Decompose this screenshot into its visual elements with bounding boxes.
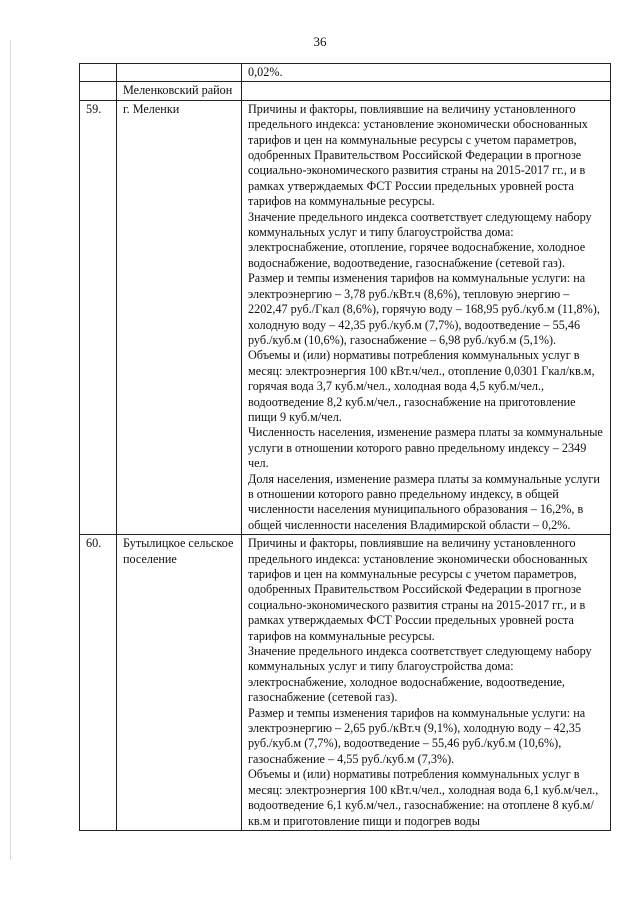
table-row — [80, 100, 611, 534]
description-paragraph: Численность населения, изменение размера платы за коммунальные услуги в отношении которого равно предельному индексу – 2349 чел. — [248, 425, 603, 471]
tariff-table — [79, 63, 611, 831]
row-number: 60. — [80, 535, 117, 831]
municipality-name: Бутылицкое сельское поселение — [117, 535, 242, 831]
scan-edge-line — [10, 40, 11, 860]
description-paragraph: Причины и факторы, повлиявшие на величину установленного предельного индекса: установление экономически обоснованных тарифов и цен на коммунальные ресурсы с учетом параметров, одобренных Правительством Российской Федерации в прогнозе социально-экономического развития страны на 2015-2017 гг., и в рамках утверждаемых ФСТ России предельных уровней роста тарифов на коммунальные ресурсы. — [248, 536, 588, 643]
description-paragraph: Объемы и (или) нормативы потребления коммунальных услуг в месяц: электроэнергия 100 кВт.ч/чел., холодная вода 6,1 куб.м/чел., водоотведение 6,1 куб.м/чел., газоснабжение: на отоплене 8 куб.м/кв.м и приготовление пищи и подогрев воды — [248, 767, 599, 828]
row-number — [80, 64, 117, 82]
description-cell — [242, 64, 611, 82]
table-row — [80, 535, 611, 831]
description-paragraph: 0,02%. — [248, 65, 283, 79]
municipality-name: г. Меленки — [117, 100, 242, 534]
description-cell — [242, 100, 611, 534]
description-cell — [242, 535, 611, 831]
description-paragraph: Размер и темпы изменения тарифов на коммунальные услуги: на электроэнергию – 3,78 руб./кВт.ч (8,6%), тепловую энергию – 2202,47 руб./Гкал (8,6%), горячую воду – 168,95 руб./куб.м (11,8%), холодную воду – 42,35 руб./куб.м (7,7%), водоотведение – 55,46 руб./куб.м (10,6%), газоснабжение – 6,98 руб./куб.м (5,1%). — [248, 271, 600, 347]
description-paragraph: Размер и темпы изменения тарифов на коммунальные услуги: на электроэнергию – 2,65 руб./кВт.ч (9,1%), холодную воду – 42,35 руб./куб.м (7,7%), водоотведение – 55,46 руб./куб.м (10,6%), газоснабжение – 4,55 руб./куб.м (7,3%). — [248, 705, 586, 766]
row-number — [80, 82, 117, 100]
row-number: 59. — [80, 100, 117, 534]
municipality-name — [117, 64, 242, 82]
description-paragraph: Значение предельного индекса соответствует следующему набору коммунальных услуг и типу благоустройства дома: электроснабжение, отопление, горячее водоснабжение, холодное водоснабжение, водоотведение, газоснабжение (сетевой газ). — [248, 209, 592, 270]
description-paragraph: Доля населения, изменение размера платы за коммунальные услуги в отношении которого равно предельному индексу, в общей численности населения муниципального образования – 16,2%, в общей численности населения Владимирской области – 0,2%. — [248, 471, 600, 532]
table-row — [80, 64, 611, 82]
table-row — [80, 82, 611, 100]
description-cell — [242, 82, 611, 100]
description-paragraph: Причины и факторы, повлиявшие на величину установленного предельного индекса: установление экономически обоснованных тарифов и цен на коммунальные ресурсы с учетом параметров, одобренных Правительством Российской Федерации в прогнозе социально-экономического развития страны на 2015-2017 гг., и в рамках утверждаемых ФСТ России предельных уровней роста тарифов на коммунальные ресурсы. — [248, 101, 588, 209]
district-name: Меленковский район — [117, 82, 242, 100]
description-paragraph: Объемы и (или) нормативы потребления коммунальных услуг в месяц: электроэнергия 100 кВт.ч/чел., отопление 0,0301 Гкал/кв.м, горячая вода 3,7 куб.м/чел., холодная вода 4,5 куб.м/чел., водоотведение 8,2 куб.м/чел., газоснабжение на приготовление пищи 9 куб.м/чел. — [248, 348, 595, 424]
description-paragraph: Значение предельного индекса соответствует следующему набору коммунальных услуг и типу благоустройства дома: электроснабжение, холодное водоснабжение, водоотведение, газоснабжение (сетевой газ). — [248, 644, 592, 705]
page-number: 36 — [313, 34, 327, 49]
